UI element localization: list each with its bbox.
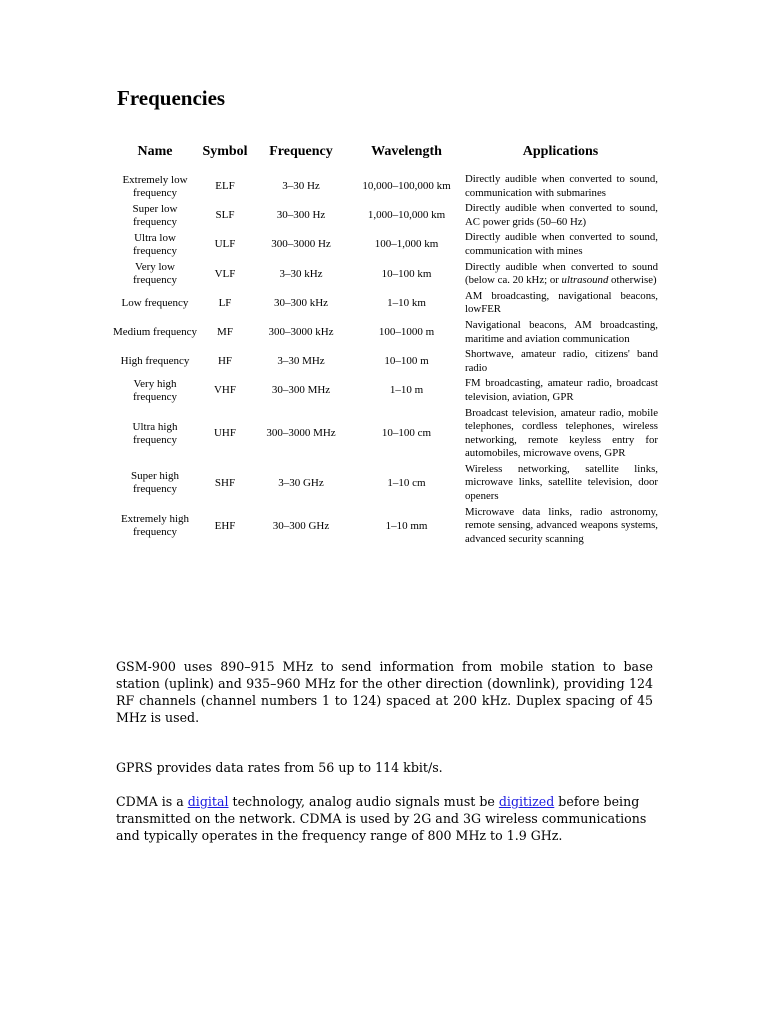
- cdma-text: before being transmitted on the network. CDMA is used by 2G and 3G wireless communications and typically operates in the frequency range of 800 MHz to 1.9 GHz.: [116, 794, 647, 843]
- gsm-paragraph: GSM-900 uses 890–915 MHz to send information from mobile station to base station (uplink) and 935–960 MHz for the other direction (downlink), providing 124 RF channels (channel numbers 1 to 124) spaced at 200 kHz. Duplex spacing of 45 MHz is used.: [116, 659, 653, 725]
- row-name: Super high frequency: [131, 470, 179, 496]
- row-wavelength: 100–1000 m: [378, 326, 435, 339]
- table-row: [112, 376, 658, 405]
- table-row: [112, 462, 658, 505]
- row-symbol: EHF: [214, 519, 236, 532]
- digital-link[interactable]: digital: [187, 794, 229, 809]
- row-frequency: 300–3000 kHz: [268, 326, 334, 339]
- cdma-paragraph: [116, 793, 653, 844]
- table-row: [112, 318, 658, 347]
- table-row: [112, 260, 658, 289]
- row-symbol: SLF: [215, 209, 235, 222]
- row-wavelength: 10–100 m: [384, 355, 429, 368]
- row-applications: Directly audible when converted to sound, communication with submarines: [465, 173, 658, 199]
- row-name: Ultra high frequency: [132, 420, 178, 446]
- row-symbol: MF: [217, 326, 233, 339]
- row-symbol: HF: [217, 355, 233, 368]
- row-wavelength: 10–100 cm: [381, 427, 432, 440]
- row-applications: Microwave data links, radio astronomy, remote sensing, advanced weapons systems, advanced security scanning: [465, 505, 658, 545]
- row-frequency: 30–300 GHz: [272, 519, 330, 532]
- row-name: Very low frequency: [133, 261, 177, 287]
- row-wavelength: 1–10 km: [387, 296, 426, 309]
- row-symbol: VLF: [214, 267, 236, 280]
- table-body: [112, 172, 658, 547]
- cdma-text: technology, analog audio signals must be: [228, 794, 499, 809]
- row-wavelength: 1–10 cm: [387, 476, 426, 489]
- row-wavelength: 10,000–100,000 km: [362, 180, 451, 193]
- row-frequency: 30–300 Hz: [276, 209, 326, 222]
- header-applications: Applications: [522, 144, 599, 159]
- row-name: Low frequency: [121, 296, 189, 309]
- row-symbol: LF: [218, 296, 232, 309]
- row-symbol: VHF: [213, 384, 236, 397]
- row-name: High frequency: [120, 355, 190, 368]
- gprs-paragraph: GPRS provides data rates from 56 up to 114 kbit/s.: [116, 760, 443, 775]
- row-name: Ultra low frequency: [133, 231, 177, 257]
- row-frequency: 3–30 MHz: [277, 355, 325, 368]
- header-frequency: Frequency: [269, 144, 333, 159]
- row-applications: Directly audible when converted to sound, communication with mines: [465, 231, 658, 257]
- row-wavelength: 1,000–10,000 km: [367, 209, 446, 222]
- row-name: Extremely low frequency: [122, 173, 188, 199]
- header-row: [112, 138, 658, 166]
- row-applications: AM broadcasting, navigational beacons, lowFER: [465, 289, 658, 316]
- row-frequency: 300–3000 MHz: [266, 427, 336, 440]
- row-name: Very high frequency: [133, 377, 177, 403]
- row-wavelength: 10–100 km: [381, 267, 432, 280]
- applications-text: otherwise): [608, 274, 657, 287]
- row-applications: Directly audible when converted to sound, AC power grids (50–60 Hz): [465, 202, 658, 228]
- header-symbol: Symbol: [202, 144, 248, 159]
- row-name: Medium frequency: [113, 326, 197, 339]
- row-applications: Navigational beacons, AM broadcasting, maritime and aviation communication: [465, 318, 658, 345]
- row-applications: Broadcast television, amateur radio, mobile telephones, cordless telephones, wireless networking, remote keyless entry for automobiles, microwave ovens, GPR: [465, 406, 658, 460]
- digitized-link[interactable]: digitized: [498, 794, 555, 809]
- table-row: [112, 406, 658, 462]
- row-frequency: 3–30 GHz: [278, 476, 324, 489]
- header-name: Name: [137, 144, 173, 159]
- header-wavelength: Wavelength: [371, 144, 442, 159]
- table-header: [112, 138, 658, 172]
- row-frequency: 3–30 kHz: [279, 267, 323, 280]
- row-wavelength: 1–10 mm: [385, 519, 428, 532]
- row-frequency: 3–30 Hz: [282, 180, 320, 193]
- applications-emphasis: ultrasound: [561, 274, 609, 287]
- row-name: Super low frequency: [132, 202, 178, 228]
- table-row: [112, 289, 658, 318]
- row-applications: Wireless networking, satellite links, microwave links, satellite television, door openers: [465, 462, 658, 503]
- table-row: [112, 505, 658, 548]
- applications-text: Directly audible when converted to sound (below ca. 20 kHz; or: [465, 260, 658, 287]
- table-row: [112, 347, 658, 376]
- row-wavelength: 1–10 m: [389, 384, 424, 397]
- row-symbol: ULF: [214, 238, 236, 251]
- page-title: Frequencies: [117, 86, 226, 110]
- row-name: Extremely high frequency: [120, 513, 190, 539]
- row-frequency: 30–300 kHz: [273, 296, 329, 309]
- row-symbol: SHF: [214, 476, 236, 489]
- row-wavelength: 100–1,000 km: [374, 238, 439, 251]
- cdma-text: CDMA is a: [116, 794, 188, 809]
- row-applications: Shortwave, amateur radio, citizens' band radio: [465, 348, 658, 374]
- table-row: [112, 201, 658, 230]
- row-applications: FM broadcasting, amateur radio, broadcast television, aviation, GPR: [465, 377, 658, 403]
- table-row: [112, 172, 658, 201]
- row-frequency: 300–3000 Hz: [271, 238, 331, 251]
- row-frequency: 30–300 MHz: [271, 384, 331, 397]
- frequency-table: [112, 138, 658, 547]
- row-symbol: ELF: [215, 180, 235, 193]
- row-applications: [463, 260, 658, 289]
- row-symbol: UHF: [213, 427, 236, 440]
- table-row: [112, 230, 658, 259]
